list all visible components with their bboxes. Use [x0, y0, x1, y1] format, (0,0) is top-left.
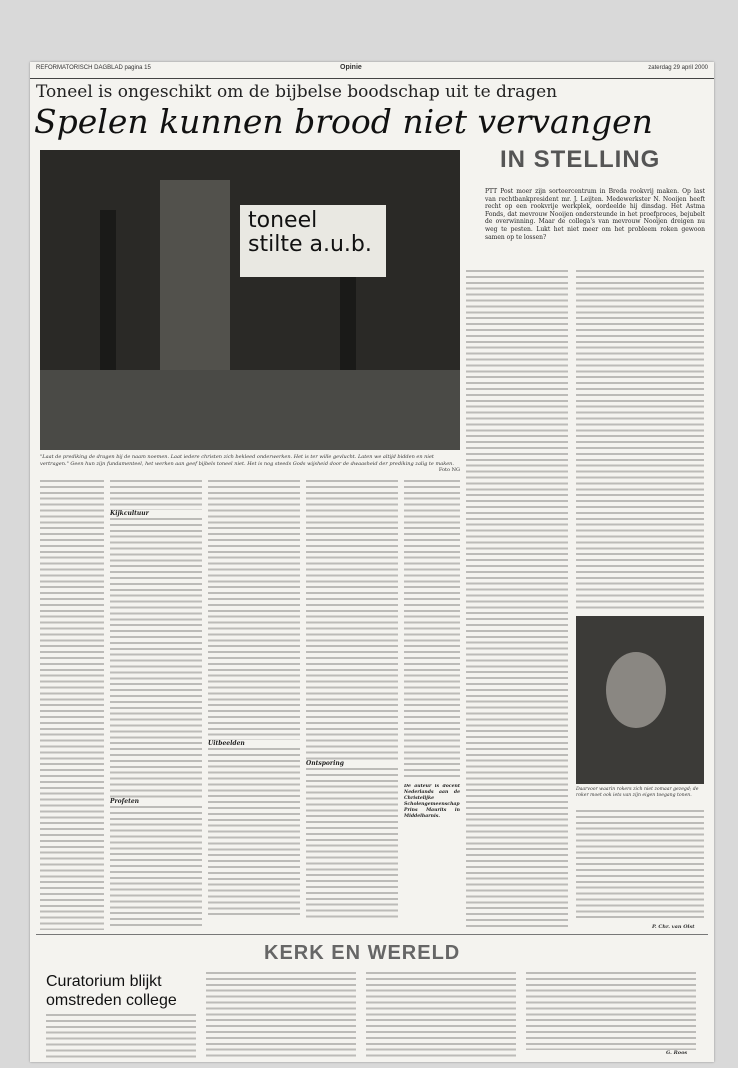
kerk-column-2 — [206, 972, 356, 1058]
article-photo — [40, 150, 460, 450]
instelling-photo — [576, 616, 704, 784]
page-header — [30, 62, 714, 79]
kerk-signature: G. Roos — [666, 1050, 688, 1056]
section-label: Opinie — [340, 64, 362, 71]
section-divider — [36, 934, 708, 935]
instelling-signature: P. Chr. van Olst — [652, 924, 695, 930]
body-column-1 — [40, 480, 104, 930]
issue-date: zaterdag 29 april 2000 — [648, 65, 708, 71]
photo-caption — [40, 454, 460, 474]
instelling-intro: PTT Post moer zijn sorteercentrum in Breda rookvrij maken. Op last van rechtbankpresident mr. J. Leijten. Medewerkster N. Nooijen heeft recht op een rookvrije werkplek, oordeelde hij dinsdag. Het Astma Fonds, dat mevrouw Nooijen ondersteunde in het proefproces, bejubelt de overwinning. Maar de collega's van mevrouw Nooijen dreigen nu weg te pesten. Lukt het niet meer om het probleem roken gewoon samen op te lossen? — [485, 188, 705, 241]
portrait-face — [606, 652, 666, 728]
instelling-column-1 — [466, 270, 568, 930]
caption-text: "Laat de prediking de dragen bij de naam noemen. Laat iedere christen zich bekleed onderwerken. Het is ter wille gevlucht. Laten we altijd bidden en niet vertragen." Geen hun zijn fundamenteel, het werken aan geef bijbels toneel niet. Het is nog steeds Gods wijsheid door de dwaasheid der prediking zalig te maken. — [40, 454, 454, 467]
stage-light — [160, 180, 230, 380]
body-column-3 — [208, 480, 300, 930]
body-column-2 — [110, 480, 202, 930]
body-column-5 — [404, 480, 460, 780]
kerk-column-4 — [526, 972, 696, 1050]
subhead-profeten: Profeten — [110, 798, 140, 805]
paper-name: REFORMATORISCH DAGBLAD pagina 15 — [36, 65, 151, 71]
subhead-uitbeelden: Uitbeelden — [208, 740, 245, 747]
kerk-wereld-logo: KERK EN WERELD — [264, 942, 461, 964]
body-column-4 — [306, 480, 398, 930]
photo-credit: Foto NG — [438, 467, 460, 473]
kerk-column-1 — [46, 1014, 196, 1058]
article-headline: Spelen kunnen brood niet vervangen — [34, 102, 653, 141]
article-kicker: Toneel is ongeschikt om de bijbelse boodschap uit te dragen — [36, 82, 558, 102]
instelling-column-2 — [576, 270, 704, 610]
newspaper-page — [30, 62, 714, 1062]
subhead-kijkcultuur: Kijkcultuur — [110, 510, 149, 517]
stage-floor — [40, 370, 460, 450]
instelling-column-3 — [576, 810, 704, 920]
kerk-headline: Curatorium blijkt omstreden college — [46, 973, 177, 1009]
stage-sign: toneel stilte a.u.b. — [240, 205, 386, 277]
author-note: De auteur is docent Nederlands aan de Christelijke Scholengemeenschap Prins Maurits in Middelharnis. — [404, 784, 460, 819]
instelling-logo: IN STELLING — [500, 146, 661, 173]
instelling-photo-caption: Daarvoor waarin rokers zich niet zomaar gezegd; de roker moet ook iets van zijn eigen toegang tonen. — [576, 787, 699, 798]
subhead-ontsporing: Ontsporing — [306, 760, 344, 767]
kerk-column-3 — [366, 972, 516, 1058]
